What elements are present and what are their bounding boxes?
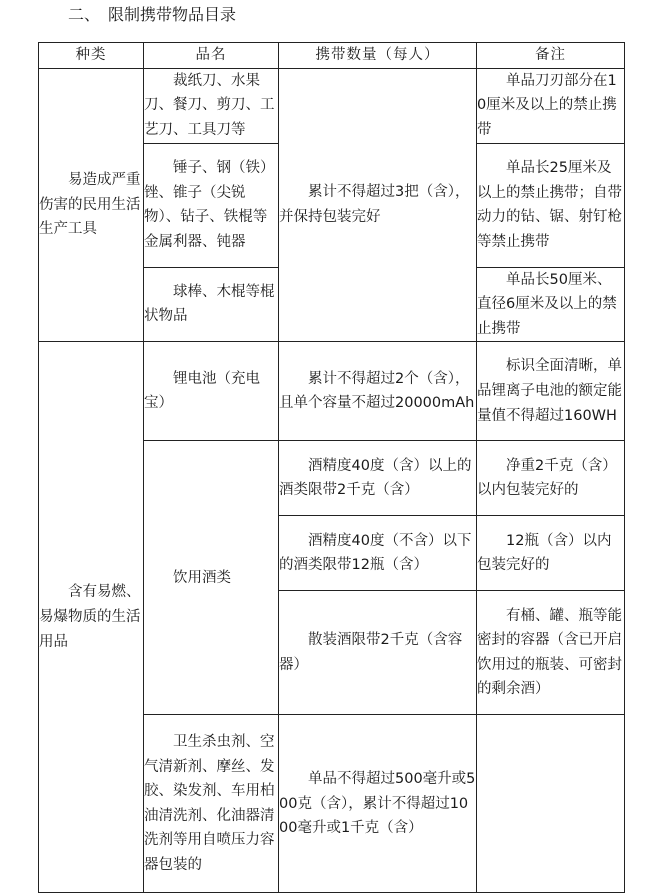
header-category: 种类 xyxy=(39,43,144,69)
quantity-cell xyxy=(279,68,477,342)
quantity-cell xyxy=(279,516,477,591)
note-text: 有桶、罐、瓶等能密封的容器（含已开启饮用过的瓶装、可密封的剩余酒） xyxy=(477,607,622,698)
item-name-cell xyxy=(144,342,279,441)
header-note: 备注 xyxy=(477,43,625,69)
item-name-cell xyxy=(144,441,279,715)
quantity-cell xyxy=(279,441,477,516)
quantity-text: 散装酒限带2千克（含容器） xyxy=(279,632,463,673)
section-title: 限制携带物品目录 xyxy=(108,5,237,24)
section-heading xyxy=(68,4,244,26)
item-name-cell xyxy=(144,267,279,342)
quantity-cell xyxy=(279,715,477,893)
category-cell xyxy=(39,342,144,893)
item-name-text: 锂电池（充电宝） xyxy=(144,370,260,412)
header-item-name: 品名 xyxy=(144,43,279,69)
table-row xyxy=(39,68,625,143)
quantity-text: 累计不得超过3把（含），并保持包装完好 xyxy=(279,184,470,225)
item-name-text: 饮用酒类 xyxy=(173,569,231,586)
note-cell xyxy=(477,68,625,143)
quantity-text: 单品不得超过500毫升或500克（含），累计不得超过1000毫升或1千克（含） xyxy=(279,770,476,837)
category-cell xyxy=(39,68,144,342)
note-cell xyxy=(477,591,625,715)
note-cell xyxy=(477,441,625,516)
quantity-text: 累计不得超过2个（含），且单个容量不超过20000mAh xyxy=(279,370,475,412)
note-cell xyxy=(477,342,625,441)
quantity-text: 酒精度40度（含）以上的酒类限带2千克（含） xyxy=(279,457,472,499)
header-quantity: 携带数量（每人） xyxy=(279,43,477,69)
table-header-row xyxy=(39,43,625,69)
item-name-cell xyxy=(144,143,279,267)
table-row xyxy=(39,342,625,441)
item-name-text: 裁纸刀、水果刀、餐刀、剪刀、工艺刀、工具刀等 xyxy=(144,72,275,138)
note-cell xyxy=(477,143,625,267)
note-cell xyxy=(477,516,625,591)
section-number: 二、 xyxy=(68,5,101,24)
item-name-cell xyxy=(144,715,279,893)
note-text: 净重2千克（含）以内包装完好的 xyxy=(477,457,617,499)
item-name-cell xyxy=(144,68,279,143)
item-name-text: 卫生杀虫剂、空气清新剂、摩丝、发胶、染发剂、车用柏油清洗剂、化油器清洗剂等用自喷压力容器包装的 xyxy=(144,734,275,874)
note-text: 单品长25厘米及以上的禁止携带；自带动力的钻、锯、射钉枪等禁止携带 xyxy=(477,159,622,250)
quantity-text: 酒精度40度（不含）以下的酒类限带12瓶（含） xyxy=(279,532,472,574)
note-text: 标识全面清晰，单品锂离子电池的额定能量值不得超过160WH xyxy=(477,358,622,424)
quantity-cell xyxy=(279,342,477,441)
note-cell xyxy=(477,715,625,893)
category-text: 易造成严重伤害的民用生活生产工具 xyxy=(39,172,141,238)
note-cell xyxy=(477,267,625,342)
note-text: 单品刀刃部分在10厘米及以上的禁止携带 xyxy=(477,72,617,138)
quantity-cell xyxy=(279,591,477,715)
category-text: 含有易燃、易爆物质的生活用品 xyxy=(39,584,141,650)
item-name-text: 球棒、木棍等棍状物品 xyxy=(144,283,275,325)
note-text: 单品长50厘米、直径6厘米及以上的禁止携带 xyxy=(477,271,617,337)
restricted-items-table xyxy=(38,42,625,893)
note-text: 12瓶（含）以内包装完好的 xyxy=(477,532,612,574)
item-name-text: 锤子、钢（铁）锉、锥子（尖锐物）、钻子、铁棍等金属利器、钝器 xyxy=(144,159,275,250)
